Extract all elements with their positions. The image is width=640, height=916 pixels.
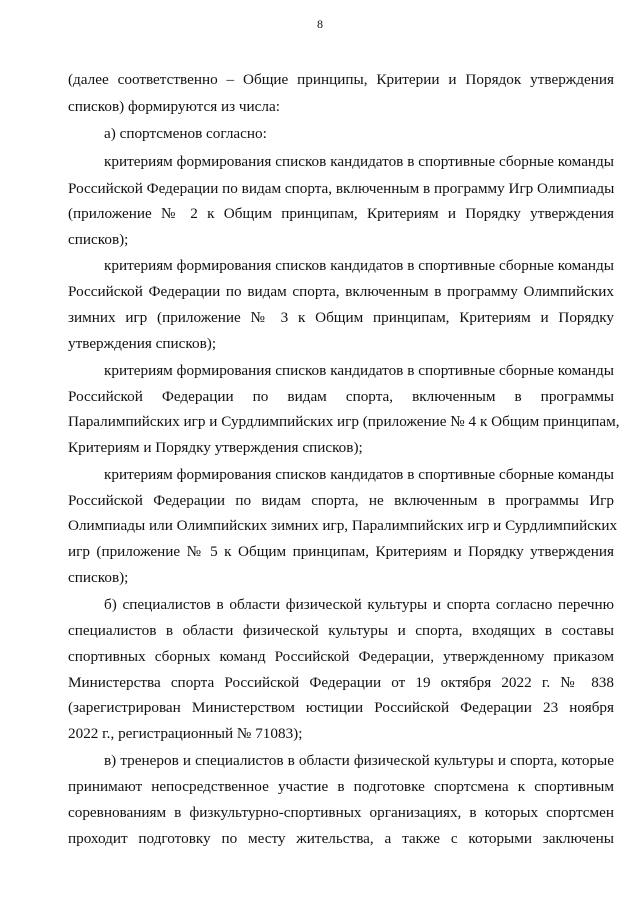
text-line: (далее соответственно – Общие принципы, Критерии и Порядок утверждения: [68, 71, 614, 88]
text-line: Российской Федерации по видам спорта, включенным в программу Олимпийских: [68, 283, 614, 300]
text-line: зимних игр (приложение № 3 к Общим принципам, Критериям и Порядку: [68, 309, 614, 326]
text-line: соревнованиям в физкультурно-спортивных организациях, в которых спортсмен: [68, 804, 614, 821]
text-line: Министерства спорта Российской Федерации от 19 октября 2022 г. № 838: [68, 674, 614, 691]
text-line: критериям формирования списков кандидатов в спортивные сборные команды: [104, 153, 614, 170]
text-line: списков);: [68, 569, 129, 586]
text-line: Российской Федерации по видам спорта, не включенным в программы Игр: [68, 492, 614, 509]
text-line: проходит подготовку по месту жительства, а также с которыми заключены: [68, 830, 614, 847]
text-line: Олимпиады или Олимпийских зимних игр, Паралимпийских игр и Сурдлимпийских: [68, 517, 618, 534]
text-line: Российской Федерации по видам спорта, включенным в программу Игр Олимпиады: [68, 180, 615, 197]
text-line: (зарегистрирован Министерством юстиции Российской Федерации 23 ноября: [68, 699, 614, 716]
text-line: специалистов в области физической культуры и спорта, входящих в составы: [68, 622, 614, 639]
text-line: (приложение № 2 к Общим принципам, Критериям и Порядку утверждения: [68, 205, 614, 222]
text-line: б) специалистов в области физической культуры и спорта согласно перечню: [104, 596, 614, 613]
text-line: Российской Федерации по видам спорта, включенным в программы: [68, 388, 614, 405]
text-line: Паралимпийских игр и Сурдлимпийских игр (приложение № 4 к Общим принципам,: [68, 413, 620, 430]
text-line: 2022 г., регистрационный № 71083);: [68, 725, 303, 742]
text-line: критериям формирования списков кандидатов в спортивные сборные команды: [104, 466, 614, 483]
text-line: утверждения списков);: [68, 335, 217, 352]
text-line: Критериям и Порядку утверждения списков);: [68, 439, 363, 456]
text-line: а) спортсменов согласно:: [104, 125, 267, 142]
text-line: принимают непосредственное участие в подготовке спортсмена к спортивным: [68, 778, 614, 795]
text-line: спортивных сборных команд Российской Федерации, утвержденному приказом: [68, 648, 614, 665]
text-line: списков);: [68, 231, 129, 248]
text-line: списков) формируются из числа:: [68, 98, 280, 115]
text-line: критериям формирования списков кандидатов в спортивные сборные команды: [104, 257, 614, 274]
page-number: 8: [317, 17, 323, 31]
text-line: игр (приложение № 5 к Общим принципам, Критериям и Порядку утверждения: [68, 543, 614, 560]
text-line: в) тренеров и специалистов в области физической культуры и спорта, которые: [104, 752, 614, 769]
text-line: критериям формирования списков кандидатов в спортивные сборные команды: [104, 362, 614, 379]
